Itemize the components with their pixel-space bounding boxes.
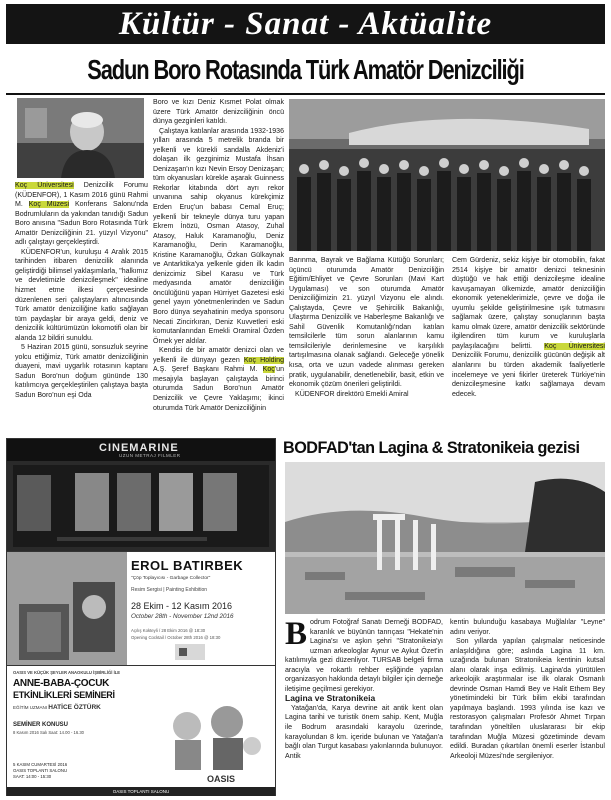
highlight-koc-universitesi: Koç Üniversitesi bbox=[15, 182, 74, 189]
exhibition-dates: 28 Ekim - 12 Kasım 2016 bbox=[131, 601, 233, 611]
ad-seminar[interactable] bbox=[7, 665, 275, 796]
ad-cinemarine-tag: UZUN METRAJ FILMLER bbox=[119, 453, 181, 458]
col3-paragraph: Barınma, Bayrak ve Bağlama Kütüğü Sorunları; üçüncü oturumda Amatör Denizciliğin Eğitim/Ehliyet ve Çevre Sorunları (Mavi Kart Uygulaması) ve son oturumda Amatör Denizciliğimizin 21. yüzyıl Vizyonu ele alındı. Çalıştayda, Çevre ve Şehircilik Bakanlığı, Ulaştırma Denizcilik ve Haberleşme Bakanlığı ve Sahil Güvenlik Komutanlığı'ndan katılan temsilcilerle tüm sorun alanlarının kamu temsilcileriyle derinlemesine ve karşılıklı tartışılmasına olanak sağlandı. Geleceğe yönelik kısa, orta ve uzun vadede alınması gereken pratik, uygulanabilir, denetlenebilir, basit, etkin ve ekonomik çözüm önerileri geliştirildi. bbox=[289, 257, 444, 389]
group-photo-illustration bbox=[289, 99, 605, 251]
ruins-illustration bbox=[285, 462, 605, 614]
col2-text: A.Ş. Şeref Başkanı Rahmi M. bbox=[153, 366, 263, 374]
article1-column-3 bbox=[289, 256, 444, 432]
seminar-footer: OASIS TOPLANTI SALONU bbox=[7, 787, 275, 796]
col1-paragraph: 5 Haziran 2015 günü, sonsuzluk seyrine yolcu ettiğimiz, Türk amatör denizciliğinin duayeni, mavi uygarlık rotasının kaptanı Sadun Boro'nun doğum gününde 130 katılımcıya gerçekleştirilen çalıştaya başta Sadun Boro'nun eşi Oda bbox=[15, 344, 148, 400]
col3-paragraph: KÜDENFOR direktörü Emekli Amiral bbox=[295, 390, 409, 398]
exhibition-artwork-illustration bbox=[7, 552, 127, 665]
highlight-koc-muzesi: Koç Müzesi bbox=[28, 201, 70, 209]
venue-logo bbox=[175, 644, 205, 660]
col1-text-b: Konferans Salonu'nda Bodrumluların da yakından tanıdığı Sadun Boro anısına "Sadun Boro Rotasında Türk Amatör Denizciliğinin 21. yüzyıl Vizyonu" adlı çalıştayı gerçekleştirdi. bbox=[15, 201, 148, 247]
seminar-place: OASIS TOPLANTI SALONU bbox=[13, 768, 68, 773]
article1-column-1 bbox=[15, 181, 148, 433]
seminar-topic-label: SEMİNER KONUSU bbox=[13, 722, 69, 728]
exhibition-opening-en: Opening Cocktail / October 28th 2016 @ 18:30 bbox=[131, 635, 221, 640]
col2-text: Kendisi de bir amatör denizci olan ve yelkenli ile dünyayı gezen bbox=[153, 347, 284, 364]
exhibition-artwork bbox=[7, 552, 127, 665]
oasis-logo: OASIS bbox=[207, 774, 236, 784]
col2-paragraph: Boro ve kızı Deniz Kısmet Polat olmak üzere Türk Amatör denizciliğinin öncü dünya gezginleri katıldı. bbox=[153, 99, 284, 126]
dropcap: B bbox=[285, 618, 308, 652]
seminar-top: OASIS VE KÜÇÜK ŞEYLER ANAOKULU İŞBİRLİĞİ İLE bbox=[13, 670, 121, 675]
ads-column bbox=[6, 438, 276, 796]
article2-paragraph: kentin bulunduğu kasabaya Muğlalılar "Leyne" adını veriyor. bbox=[450, 619, 605, 636]
col4-text: Denizcilik Forumu, denizcilik gücünün değişik alt alanlarını bu türden akademik faaliyetlerle incelemeye ve yeni fikirler üreterek Türkiye'nin denizcileşmesine katkı sağlamaya devam edecek. bbox=[452, 352, 605, 398]
portrait-photo bbox=[17, 98, 144, 178]
col4-text: Cem Gürdeniz, sekiz kişiye bir otomobilin, fakat 2514 kişiye bir amatör denizci teknesinin düştüğü ve hak ettiği denizcileşme idealine kavuşamayan ülkemizde, amatör denizciliğin ekonomik yeteneklerimizle, çevre ve doğa ile uyumlu şekilde geliştirilmesine ışık tutmasını sağlamak üzere, çalıştay sonuçlarının başta kamu olmak üzere, amatör denizcilik sektöründe ilgilendiren tüm kurum ve kuruluşlarla paylaşılacağını belirtti. bbox=[452, 257, 605, 350]
film-posters bbox=[13, 465, 269, 547]
article2-column-2 bbox=[450, 618, 605, 796]
seminar-topic: 8 Kasım 2016 Salı Saat: 14.00 - 16.30 bbox=[13, 730, 85, 735]
ad-cinemarine-brand: CINEMARINE bbox=[99, 442, 179, 454]
col1-paragraph: KÜDENFOR'un, kuruluşu 4 Aralık 2015 tarihinden itibaren denizcilik alanında geliştirdiği bilimsel yaklaşımlarla, "halkımız ve devletimizle denizcileşmek" idealine hizmet etme ilkesi çerçevesinde düzenlenen seri çalıştayların altıncısında Türk amatör denizciliğine katkı sağlayan tüm paydaşlar bir araya geldi, deniz ve denizcilik kültürümüzün lokomotifi olan bir alanda 12 bildiri sunuldu. bbox=[15, 248, 148, 342]
divider bbox=[6, 93, 605, 95]
children-illustration bbox=[157, 696, 267, 776]
col2-paragraph: Çalıştaya katılanlar arasında 1932-1936 yılları arasında 5 metrelik branda bir yelkenli ve kürekli sandalla Akdeniz'i dolaşan ilk gezginimiz Mustafa İhsan Denizaşan'ın kızı Nevin Ersoy Denizaşan; tüm okyanusları kürekle aşarak Guinness Rekorlar kitabında dört ayrı rekor unvanına sahip okyanus kürekçimiz Erden Eruç'un babası Cemal Eruç; yelkenli bir tekneyle dünya turu yapan Ekrem İnözü, Osman Atasoy, Zuhal Atasoy, Haluk Karamanoğlu, Deniz Karamanoğlu, Derin Karamanoğlu, Kristine Karamanoğlu, Özkan Gülkaynak ve Antarktika'ya yelkenle giden ilk kadın denizcimiz Sibel Karasu ve Türk medyasında amatör denizciliğin öncülüğünü yapan Hürriyet Gazetesi eski genel yayın yönetmenlerinden ve Sadun Boro dünya seyahatinin medya sponsoru Necati Zincirkıran, Deniz Kuvvetleri eski komutanlarından Emekli Oramiral Özden Örnek yer aldılar. bbox=[153, 127, 284, 345]
ad-cinemarine[interactable] bbox=[7, 439, 275, 551]
seminar-title-1: ANNE-BABA-ÇOCUK bbox=[13, 678, 110, 689]
article2-intro: odrum Fotoğraf Sanatı Derneği BODFAD, karanlık ve büyünün tanrıçası "Hekate'nin Lagina'sı ve aşkın şehri "Stratonikeia'yı uzman arkeologlar Aynur ve Aykut Özet'in katılımıyla gezi düzenliyor. TURSAB belgeli firma aracıyla ve rokartlı rehber eşliğinde yapılan organizasyon hakkında detaylı bilgiler için derneğe iletişime geçilmesi gerekiyor. bbox=[285, 619, 443, 693]
seminar-speaker bbox=[13, 704, 163, 711]
seminar-speaker-name: HATİCE ÖZTÜRK bbox=[48, 704, 101, 711]
exhibition-subtitle: "Çöp Toplayıcısı - Garbage Collector" bbox=[131, 576, 211, 581]
seminar-title-2: ETKİNLİKLERİ SEMİNERİ bbox=[13, 690, 115, 700]
article2-column-1 bbox=[285, 618, 443, 796]
exhibition-dates-en: October 28th - November 12nd 2016 bbox=[131, 613, 234, 620]
exhibition-opening: Açılış Kokteyli / 28 Ekim 2016 @ 18:30 bbox=[131, 628, 206, 633]
article1-column-2 bbox=[153, 98, 284, 433]
ruins-photo bbox=[285, 462, 605, 614]
article2-subhead: Lagina ve Stratonikeia bbox=[285, 693, 376, 704]
article2-paragraph: Son yıllarda yapılan çalışmalar neticesinde anlaşıldığına göre; aslında Lagina 11 km. uzağında bulunan Stratonikeia kentinin kutsal alanı olarak inşa edilmiş. Lagina'da yürütülen arkeolojik araştırmalar ise ilk olarak Osmanlı devrinde Osman Hamdi Bey ve Halit Ethem Bey yönetimindeki bir Türk bilim ekibi tarafından yapılmaya başlandı. 1993 yılında ise kazı ve restorasyon çalışmaları Profesör Ahmet Tırpan tarafından yöneltilen uluslararası bir ekip tarafından Muğla Müzesi gözetiminde devam edildi. Buradan çıkartılan önemli eserler İstanbul Arkeoloji Müzesi'nde sergileniyor. bbox=[450, 638, 605, 760]
exhibition-type: Resim Sergisi | Painting Exhibition bbox=[131, 587, 208, 593]
seminar-speaker-label: EĞİTİM UZMANI bbox=[13, 705, 47, 710]
col2-text: 'un mesajıyla başlayan çalıştayda birinci oturumda Sadun Boro'nun Amatör Denizcilik ve Çevre Yaklaşımı; ikinci oturumda Türk Amatör Denizciliğinin bbox=[153, 366, 284, 412]
ad-exhibition[interactable] bbox=[7, 551, 275, 665]
highlight-koc-universitesi-2: Koç Üniversitesi bbox=[544, 342, 605, 350]
highlight-koc: Koç bbox=[262, 366, 275, 374]
seminar-date: 5 KASIM CUMARTESİ 2016 bbox=[13, 762, 68, 767]
article2-headline: BODFAD'tan Lagina & Stratonikeia gezisi bbox=[283, 439, 580, 457]
article-headline: Sadun Boro Rotasında Türk Amatör Denizciliği bbox=[87, 54, 524, 85]
group-photo bbox=[289, 99, 605, 251]
portrait-illustration bbox=[17, 98, 144, 178]
article2-paragraph: Yatağan'da, Karya devrine ait antik kent olan Lagina tarihi ve turistik önem sahip. Kent, Muğla ile Bodrum arasındaki karayolu üzerinde, karayolundan 8 km. içeride bulunan ve Yatağan'a bağlı olan Turgut kasabası yakınlarında bulunuyor. Antik bbox=[285, 704, 443, 760]
exhibition-artist: EROL BATIRBEK bbox=[131, 558, 244, 573]
col1-text-a: Denizcilik Forumu (KÜDENFOR), 1 Kasım 2016 günü Rahmi M. bbox=[15, 182, 148, 209]
highlight-koc-holding: Koç Holding bbox=[243, 356, 284, 364]
seminar-time: SAAT: 14:00 - 15:30 bbox=[13, 774, 52, 779]
article1-column-4 bbox=[452, 256, 605, 432]
section-banner: Kültür - Sanat - Aktüalite bbox=[6, 4, 605, 44]
